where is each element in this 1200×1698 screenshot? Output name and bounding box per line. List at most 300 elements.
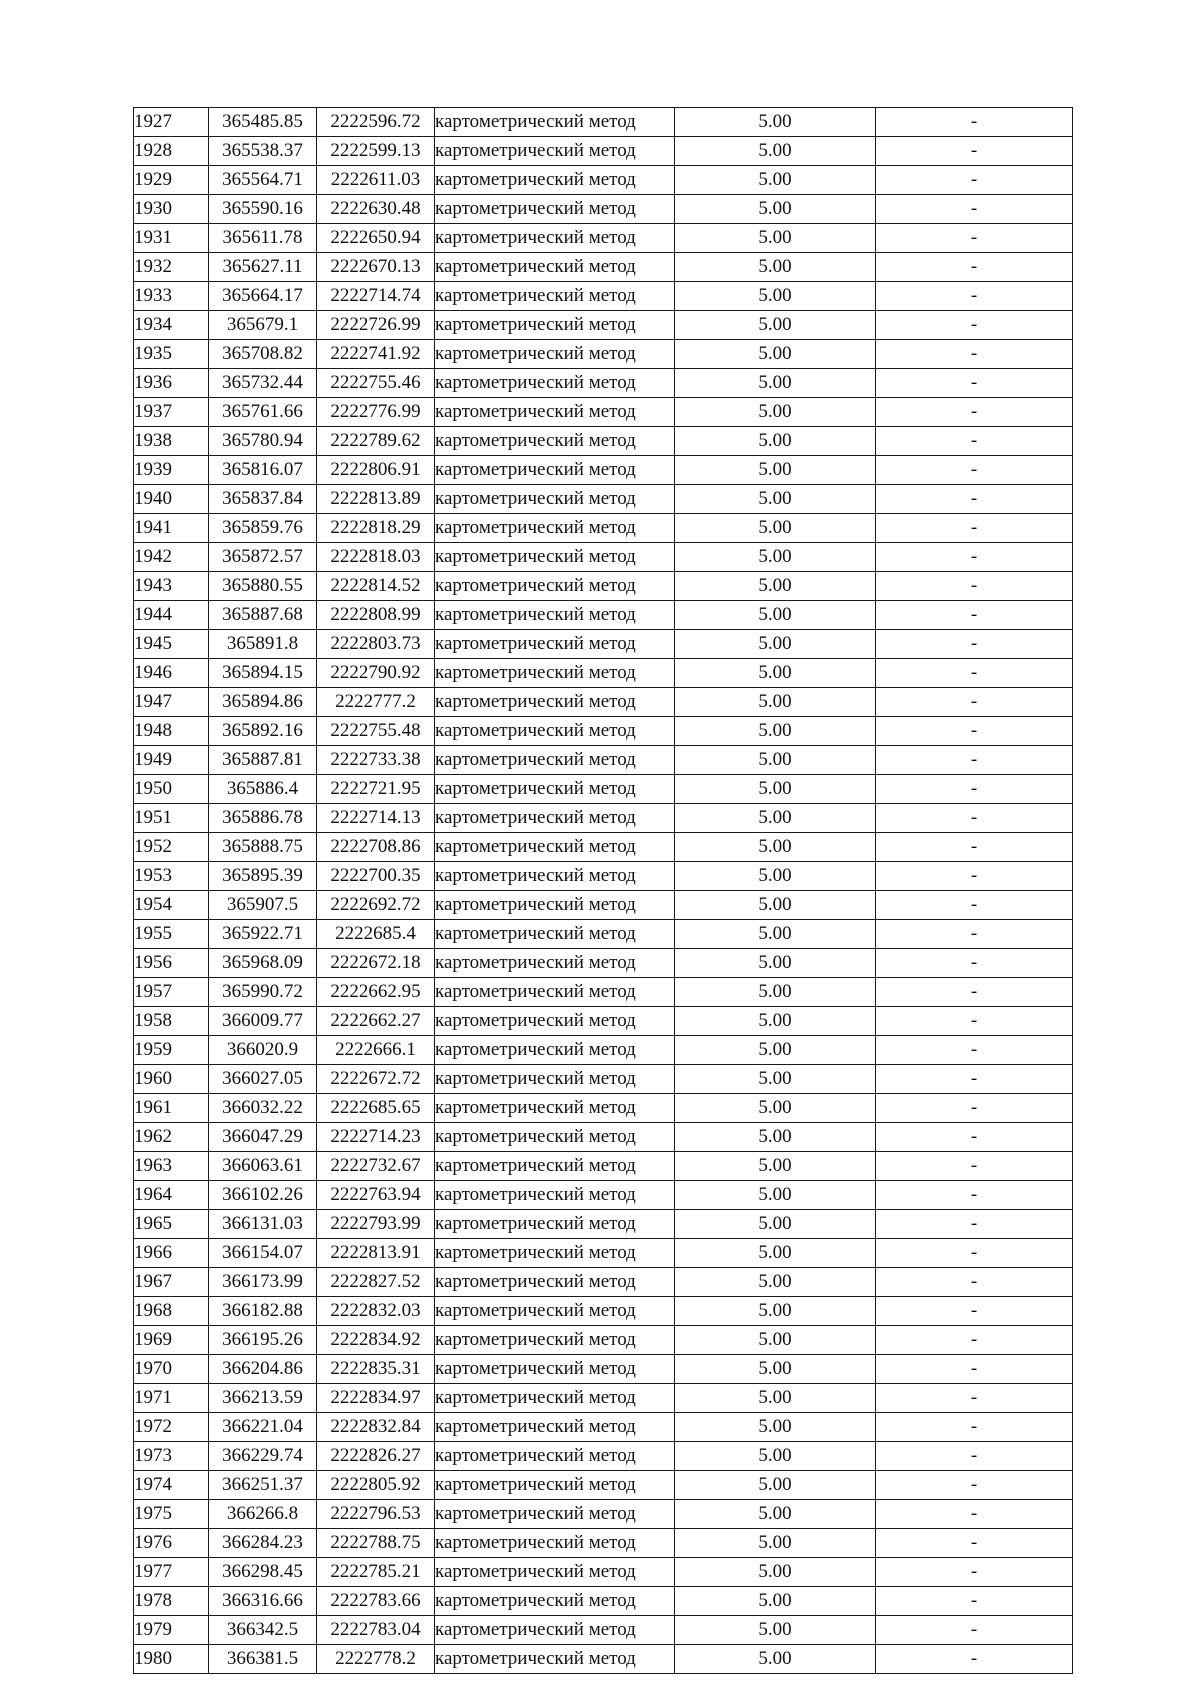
method-cell: картометрический метод (435, 1065, 675, 1094)
accuracy-cell: 5.00 (675, 1471, 876, 1500)
y-coordinate-cell: 2222599.13 (317, 137, 435, 166)
extra-cell: - (876, 1297, 1073, 1326)
extra-cell: - (876, 630, 1073, 659)
x-coordinate-cell: 365590.16 (209, 195, 317, 224)
table-row (134, 862, 1073, 891)
x-coordinate-cell: 366266.8 (209, 1500, 317, 1529)
extra-cell: - (876, 659, 1073, 688)
y-coordinate-cell: 2222818.03 (317, 543, 435, 572)
point-number-cell: 1976 (134, 1529, 209, 1558)
extra-cell: - (876, 1529, 1073, 1558)
accuracy-cell: 5.00 (675, 427, 876, 456)
point-number-cell: 1945 (134, 630, 209, 659)
extra-cell: - (876, 688, 1073, 717)
accuracy-cell: 5.00 (675, 1500, 876, 1529)
method-cell: картометрический метод (435, 427, 675, 456)
accuracy-cell: 5.00 (675, 688, 876, 717)
y-coordinate-cell: 2222778.2 (317, 1645, 435, 1674)
point-number-cell: 1944 (134, 601, 209, 630)
x-coordinate-cell: 365780.94 (209, 427, 317, 456)
x-coordinate-cell: 366213.59 (209, 1384, 317, 1413)
extra-cell: - (876, 108, 1073, 137)
point-number-cell: 1965 (134, 1210, 209, 1239)
x-coordinate-cell: 366182.88 (209, 1297, 317, 1326)
y-coordinate-cell: 2222692.72 (317, 891, 435, 920)
accuracy-cell: 5.00 (675, 456, 876, 485)
extra-cell: - (876, 978, 1073, 1007)
accuracy-cell: 5.00 (675, 1645, 876, 1674)
y-coordinate-cell: 2222700.35 (317, 862, 435, 891)
table-row (134, 398, 1073, 427)
method-cell: картометрический метод (435, 1384, 675, 1413)
extra-cell: - (876, 804, 1073, 833)
accuracy-cell: 5.00 (675, 514, 876, 543)
x-coordinate-cell: 365990.72 (209, 978, 317, 1007)
accuracy-cell: 5.00 (675, 804, 876, 833)
x-coordinate-cell: 365485.85 (209, 108, 317, 137)
extra-cell: - (876, 137, 1073, 166)
method-cell: картометрический метод (435, 1645, 675, 1674)
table-row (134, 311, 1073, 340)
extra-cell: - (876, 1587, 1073, 1616)
method-cell: картометрический метод (435, 804, 675, 833)
point-number-cell: 1955 (134, 920, 209, 949)
point-number-cell: 1949 (134, 746, 209, 775)
extra-cell: - (876, 1152, 1073, 1181)
table-row (134, 1558, 1073, 1587)
x-coordinate-cell: 366381.5 (209, 1645, 317, 1674)
x-coordinate-cell: 365761.66 (209, 398, 317, 427)
point-number-cell: 1966 (134, 1239, 209, 1268)
table-row (134, 340, 1073, 369)
method-cell: картометрический метод (435, 514, 675, 543)
point-number-cell: 1936 (134, 369, 209, 398)
accuracy-cell: 5.00 (675, 253, 876, 282)
point-number-cell: 1928 (134, 137, 209, 166)
table-row (134, 1355, 1073, 1384)
point-number-cell: 1943 (134, 572, 209, 601)
y-coordinate-cell: 2222832.84 (317, 1413, 435, 1442)
extra-cell: - (876, 601, 1073, 630)
point-number-cell: 1975 (134, 1500, 209, 1529)
point-number-cell: 1957 (134, 978, 209, 1007)
point-number-cell: 1971 (134, 1384, 209, 1413)
accuracy-cell: 5.00 (675, 630, 876, 659)
extra-cell: - (876, 1036, 1073, 1065)
accuracy-cell: 5.00 (675, 891, 876, 920)
point-number-cell: 1970 (134, 1355, 209, 1384)
x-coordinate-cell: 366251.37 (209, 1471, 317, 1500)
accuracy-cell: 5.00 (675, 311, 876, 340)
point-number-cell: 1942 (134, 543, 209, 572)
method-cell: картометрический метод (435, 1239, 675, 1268)
extra-cell: - (876, 311, 1073, 340)
table-row (134, 1152, 1073, 1181)
y-coordinate-cell: 2222827.52 (317, 1268, 435, 1297)
accuracy-cell: 5.00 (675, 1413, 876, 1442)
y-coordinate-cell: 2222832.03 (317, 1297, 435, 1326)
extra-cell: - (876, 1123, 1073, 1152)
method-cell: картометрический метод (435, 1152, 675, 1181)
point-number-cell: 1930 (134, 195, 209, 224)
y-coordinate-cell: 2222826.27 (317, 1442, 435, 1471)
x-coordinate-cell: 366173.99 (209, 1268, 317, 1297)
table-row (134, 195, 1073, 224)
extra-cell: - (876, 1355, 1073, 1384)
y-coordinate-cell: 2222790.92 (317, 659, 435, 688)
point-number-cell: 1969 (134, 1326, 209, 1355)
method-cell: картометрический метод (435, 572, 675, 601)
table-row (134, 543, 1073, 572)
table-row (134, 1471, 1073, 1500)
extra-cell: - (876, 195, 1073, 224)
accuracy-cell: 5.00 (675, 1181, 876, 1210)
extra-cell: - (876, 485, 1073, 514)
table-row (134, 688, 1073, 717)
extra-cell: - (876, 514, 1073, 543)
extra-cell: - (876, 1384, 1073, 1413)
table-row (134, 572, 1073, 601)
accuracy-cell: 5.00 (675, 1239, 876, 1268)
y-coordinate-cell: 2222662.95 (317, 978, 435, 1007)
y-coordinate-cell: 2222714.13 (317, 804, 435, 833)
table-row (134, 746, 1073, 775)
y-coordinate-cell: 2222714.23 (317, 1123, 435, 1152)
accuracy-cell: 5.00 (675, 920, 876, 949)
accuracy-cell: 5.00 (675, 1123, 876, 1152)
x-coordinate-cell: 365627.11 (209, 253, 317, 282)
x-coordinate-cell: 365894.86 (209, 688, 317, 717)
point-number-cell: 1938 (134, 427, 209, 456)
accuracy-cell: 5.00 (675, 108, 876, 137)
y-coordinate-cell: 2222650.94 (317, 224, 435, 253)
table-row (134, 514, 1073, 543)
table-row (134, 427, 1073, 456)
x-coordinate-cell: 365837.84 (209, 485, 317, 514)
point-number-cell: 1973 (134, 1442, 209, 1471)
table-row (134, 1645, 1073, 1674)
y-coordinate-cell: 2222796.53 (317, 1500, 435, 1529)
table-row (134, 833, 1073, 862)
y-coordinate-cell: 2222672.18 (317, 949, 435, 978)
point-number-cell: 1963 (134, 1152, 209, 1181)
y-coordinate-cell: 2222783.66 (317, 1587, 435, 1616)
table-row (134, 1384, 1073, 1413)
accuracy-cell: 5.00 (675, 166, 876, 195)
y-coordinate-cell: 2222785.21 (317, 1558, 435, 1587)
x-coordinate-cell: 366316.66 (209, 1587, 317, 1616)
extra-cell: - (876, 1326, 1073, 1355)
method-cell: картометрический метод (435, 282, 675, 311)
method-cell: картометрический метод (435, 1268, 675, 1297)
accuracy-cell: 5.00 (675, 717, 876, 746)
point-number-cell: 1940 (134, 485, 209, 514)
accuracy-cell: 5.00 (675, 137, 876, 166)
accuracy-cell: 5.00 (675, 1529, 876, 1558)
x-coordinate-cell: 365816.07 (209, 456, 317, 485)
point-number-cell: 1953 (134, 862, 209, 891)
y-coordinate-cell: 2222630.48 (317, 195, 435, 224)
y-coordinate-cell: 2222806.91 (317, 456, 435, 485)
y-coordinate-cell: 2222808.99 (317, 601, 435, 630)
extra-cell: - (876, 1065, 1073, 1094)
y-coordinate-cell: 2222803.73 (317, 630, 435, 659)
extra-cell: - (876, 775, 1073, 804)
method-cell: картометрический метод (435, 1181, 675, 1210)
accuracy-cell: 5.00 (675, 369, 876, 398)
extra-cell: - (876, 1442, 1073, 1471)
extra-cell: - (876, 1007, 1073, 1036)
accuracy-cell: 5.00 (675, 224, 876, 253)
x-coordinate-cell: 365664.17 (209, 282, 317, 311)
y-coordinate-cell: 2222835.31 (317, 1355, 435, 1384)
extra-cell: - (876, 891, 1073, 920)
table-row (134, 456, 1073, 485)
table-row (134, 1500, 1073, 1529)
accuracy-cell: 5.00 (675, 659, 876, 688)
method-cell: картометрический метод (435, 311, 675, 340)
table-row (134, 1587, 1073, 1616)
point-number-cell: 1958 (134, 1007, 209, 1036)
method-cell: картометрический метод (435, 1500, 675, 1529)
x-coordinate-cell: 366284.23 (209, 1529, 317, 1558)
extra-cell: - (876, 862, 1073, 891)
x-coordinate-cell: 365891.8 (209, 630, 317, 659)
method-cell: картометрический метод (435, 224, 675, 253)
x-coordinate-cell: 366027.05 (209, 1065, 317, 1094)
method-cell: картометрический метод (435, 253, 675, 282)
table-row (134, 1442, 1073, 1471)
accuracy-cell: 5.00 (675, 1355, 876, 1384)
y-coordinate-cell: 2222783.04 (317, 1616, 435, 1645)
accuracy-cell: 5.00 (675, 195, 876, 224)
y-coordinate-cell: 2222685.65 (317, 1094, 435, 1123)
extra-cell: - (876, 1094, 1073, 1123)
point-number-cell: 1961 (134, 1094, 209, 1123)
accuracy-cell: 5.00 (675, 1065, 876, 1094)
point-number-cell: 1947 (134, 688, 209, 717)
accuracy-cell: 5.00 (675, 1442, 876, 1471)
table-row (134, 369, 1073, 398)
table-row (134, 1123, 1073, 1152)
accuracy-cell: 5.00 (675, 1210, 876, 1239)
coordinates-table (133, 107, 1073, 1674)
accuracy-cell: 5.00 (675, 1616, 876, 1645)
table-row (134, 659, 1073, 688)
extra-cell: - (876, 456, 1073, 485)
accuracy-cell: 5.00 (675, 1587, 876, 1616)
method-cell: картометрический метод (435, 1007, 675, 1036)
x-coordinate-cell: 365564.71 (209, 166, 317, 195)
accuracy-cell: 5.00 (675, 775, 876, 804)
extra-cell: - (876, 427, 1073, 456)
table-row (134, 137, 1073, 166)
x-coordinate-cell: 366204.86 (209, 1355, 317, 1384)
point-number-cell: 1937 (134, 398, 209, 427)
y-coordinate-cell: 2222670.13 (317, 253, 435, 282)
x-coordinate-cell: 366229.74 (209, 1442, 317, 1471)
point-number-cell: 1932 (134, 253, 209, 282)
extra-cell: - (876, 253, 1073, 282)
accuracy-cell: 5.00 (675, 572, 876, 601)
accuracy-cell: 5.00 (675, 746, 876, 775)
extra-cell: - (876, 1645, 1073, 1674)
point-number-cell: 1933 (134, 282, 209, 311)
point-number-cell: 1962 (134, 1123, 209, 1152)
y-coordinate-cell: 2222733.38 (317, 746, 435, 775)
method-cell: картометрический метод (435, 1123, 675, 1152)
point-number-cell: 1968 (134, 1297, 209, 1326)
method-cell: картометрический метод (435, 688, 675, 717)
table-row (134, 253, 1073, 282)
point-number-cell: 1964 (134, 1181, 209, 1210)
table-row (134, 1413, 1073, 1442)
method-cell: картометрический метод (435, 1558, 675, 1587)
extra-cell: - (876, 1210, 1073, 1239)
point-number-cell: 1952 (134, 833, 209, 862)
method-cell: картометрический метод (435, 1094, 675, 1123)
accuracy-cell: 5.00 (675, 485, 876, 514)
x-coordinate-cell: 366047.29 (209, 1123, 317, 1152)
x-coordinate-cell: 365611.78 (209, 224, 317, 253)
method-cell: картометрический метод (435, 659, 675, 688)
point-number-cell: 1967 (134, 1268, 209, 1297)
x-coordinate-cell: 365679.1 (209, 311, 317, 340)
point-number-cell: 1974 (134, 1471, 209, 1500)
extra-cell: - (876, 572, 1073, 601)
table-row (134, 1181, 1073, 1210)
method-cell: картометрический метод (435, 1210, 675, 1239)
method-cell: картометрический метод (435, 456, 675, 485)
y-coordinate-cell: 2222662.27 (317, 1007, 435, 1036)
table-row (134, 601, 1073, 630)
extra-cell: - (876, 1413, 1073, 1442)
accuracy-cell: 5.00 (675, 1326, 876, 1355)
point-number-cell: 1948 (134, 717, 209, 746)
point-number-cell: 1954 (134, 891, 209, 920)
x-coordinate-cell: 366009.77 (209, 1007, 317, 1036)
x-coordinate-cell: 365968.09 (209, 949, 317, 978)
method-cell: картометрический метод (435, 920, 675, 949)
table-row (134, 775, 1073, 804)
extra-cell: - (876, 224, 1073, 253)
point-number-cell: 1946 (134, 659, 209, 688)
x-coordinate-cell: 366032.22 (209, 1094, 317, 1123)
point-number-cell: 1979 (134, 1616, 209, 1645)
x-coordinate-cell: 366154.07 (209, 1239, 317, 1268)
accuracy-cell: 5.00 (675, 1384, 876, 1413)
point-number-cell: 1927 (134, 108, 209, 137)
table-row (134, 224, 1073, 253)
table-row (134, 1007, 1073, 1036)
y-coordinate-cell: 2222814.52 (317, 572, 435, 601)
method-cell: картометрический метод (435, 485, 675, 514)
accuracy-cell: 5.00 (675, 340, 876, 369)
method-cell: картометрический метод (435, 1616, 675, 1645)
y-coordinate-cell: 2222818.29 (317, 514, 435, 543)
x-coordinate-cell: 365538.37 (209, 137, 317, 166)
x-coordinate-cell: 365907.5 (209, 891, 317, 920)
accuracy-cell: 5.00 (675, 949, 876, 978)
extra-cell: - (876, 1181, 1073, 1210)
extra-cell: - (876, 1558, 1073, 1587)
accuracy-cell: 5.00 (675, 601, 876, 630)
method-cell: картометрический метод (435, 1355, 675, 1384)
method-cell: картометрический метод (435, 1471, 675, 1500)
y-coordinate-cell: 2222685.4 (317, 920, 435, 949)
x-coordinate-cell: 365895.39 (209, 862, 317, 891)
y-coordinate-cell: 2222596.72 (317, 108, 435, 137)
y-coordinate-cell: 2222805.92 (317, 1471, 435, 1500)
extra-cell: - (876, 833, 1073, 862)
extra-cell: - (876, 920, 1073, 949)
point-number-cell: 1950 (134, 775, 209, 804)
point-number-cell: 1934 (134, 311, 209, 340)
y-coordinate-cell: 2222789.62 (317, 427, 435, 456)
method-cell: картометрический метод (435, 891, 675, 920)
coordinates-table-body (134, 108, 1073, 1674)
extra-cell: - (876, 1500, 1073, 1529)
method-cell: картометрический метод (435, 1036, 675, 1065)
table-row (134, 949, 1073, 978)
point-number-cell: 1935 (134, 340, 209, 369)
method-cell: картометрический метод (435, 775, 675, 804)
extra-cell: - (876, 717, 1073, 746)
y-coordinate-cell: 2222721.95 (317, 775, 435, 804)
y-coordinate-cell: 2222763.94 (317, 1181, 435, 1210)
x-coordinate-cell: 366342.5 (209, 1616, 317, 1645)
table-row (134, 108, 1073, 137)
method-cell: картометрический метод (435, 1442, 675, 1471)
table-row (134, 717, 1073, 746)
method-cell: картометрический метод (435, 340, 675, 369)
accuracy-cell: 5.00 (675, 1007, 876, 1036)
point-number-cell: 1956 (134, 949, 209, 978)
method-cell: картометрический метод (435, 862, 675, 891)
x-coordinate-cell: 365880.55 (209, 572, 317, 601)
table-row (134, 630, 1073, 659)
point-number-cell: 1939 (134, 456, 209, 485)
table-row (134, 1268, 1073, 1297)
method-cell: картометрический метод (435, 1413, 675, 1442)
table-row (134, 1210, 1073, 1239)
method-cell: картометрический метод (435, 398, 675, 427)
table-row (134, 804, 1073, 833)
point-number-cell: 1960 (134, 1065, 209, 1094)
table-row (134, 1094, 1073, 1123)
y-coordinate-cell: 2222755.48 (317, 717, 435, 746)
y-coordinate-cell: 2222777.2 (317, 688, 435, 717)
extra-cell: - (876, 746, 1073, 775)
x-coordinate-cell: 365892.16 (209, 717, 317, 746)
extra-cell: - (876, 282, 1073, 311)
extra-cell: - (876, 398, 1073, 427)
method-cell: картометрический метод (435, 717, 675, 746)
accuracy-cell: 5.00 (675, 862, 876, 891)
table-row (134, 1529, 1073, 1558)
x-coordinate-cell: 365732.44 (209, 369, 317, 398)
table-row (134, 1065, 1073, 1094)
y-coordinate-cell: 2222793.99 (317, 1210, 435, 1239)
method-cell: картометрический метод (435, 1529, 675, 1558)
table-row (134, 1616, 1073, 1645)
method-cell: картометрический метод (435, 949, 675, 978)
y-coordinate-cell: 2222834.92 (317, 1326, 435, 1355)
table-row (134, 891, 1073, 920)
extra-cell: - (876, 340, 1073, 369)
y-coordinate-cell: 2222788.75 (317, 1529, 435, 1558)
y-coordinate-cell: 2222834.97 (317, 1384, 435, 1413)
